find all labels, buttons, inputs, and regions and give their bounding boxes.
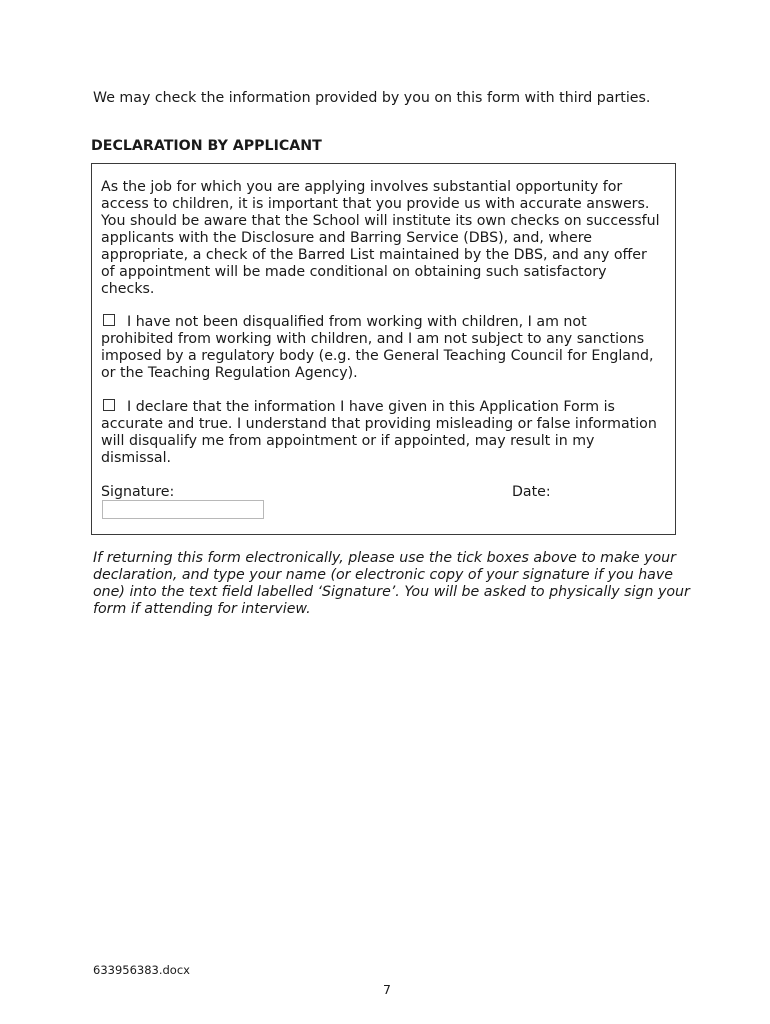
disqualified-checkbox-label: I have not been disqualified from working with children, I am not prohibited from working with children, and I am not subject to any sanctions imposed by a regulatory body (e.g. the General Teaching Council for England, or the Teaching Regulation Agency). — [101, 314, 654, 381]
declaration-box — [91, 163, 676, 535]
signature-field[interactable] — [102, 500, 264, 519]
declaration-item-accurate — [101, 399, 661, 467]
intro-text: We may check the information provided by you on this form with third parties. — [93, 90, 651, 106]
declaration-paragraph: As the job for which you are applying involves substantial opportunity for access to children, it is important that you provide us with accurate answers. You should be aware that the School will institute its own checks on successful applicants with the Disclosure and Barring Service (DBS), and, where appropriate, a check of the Barred List maintained by the DBS, and any offer of appointment will be made conditional on obtaining such satisfactory checks. — [101, 179, 660, 297]
page-number: 7 — [383, 982, 391, 997]
disqualified-checkbox[interactable] — [103, 314, 115, 326]
declaration-heading: DECLARATION BY APPLICANT — [91, 138, 322, 154]
accurate-checkbox-label: I declare that the information I have given in this Application Form is accurate and true. I understand that providing misleading or false information will disqualify me from appointment or if appointed, may result in my dismissal. — [101, 399, 657, 466]
declaration-item-disqualified — [101, 314, 661, 382]
accurate-checkbox[interactable] — [103, 399, 115, 411]
signature-label: Signature: — [101, 484, 175, 500]
date-label: Date: — [512, 484, 551, 500]
footer-filename: 633956383.docx — [93, 963, 190, 977]
electronic-return-note: If returning this form electronically, please use the tick boxes above to make your declaration, and type your name (or electronic copy of your signature if you have one) into the text field labelled ‘Signature’. You will be asked to physically sign your form if attending for interview. — [93, 550, 690, 617]
